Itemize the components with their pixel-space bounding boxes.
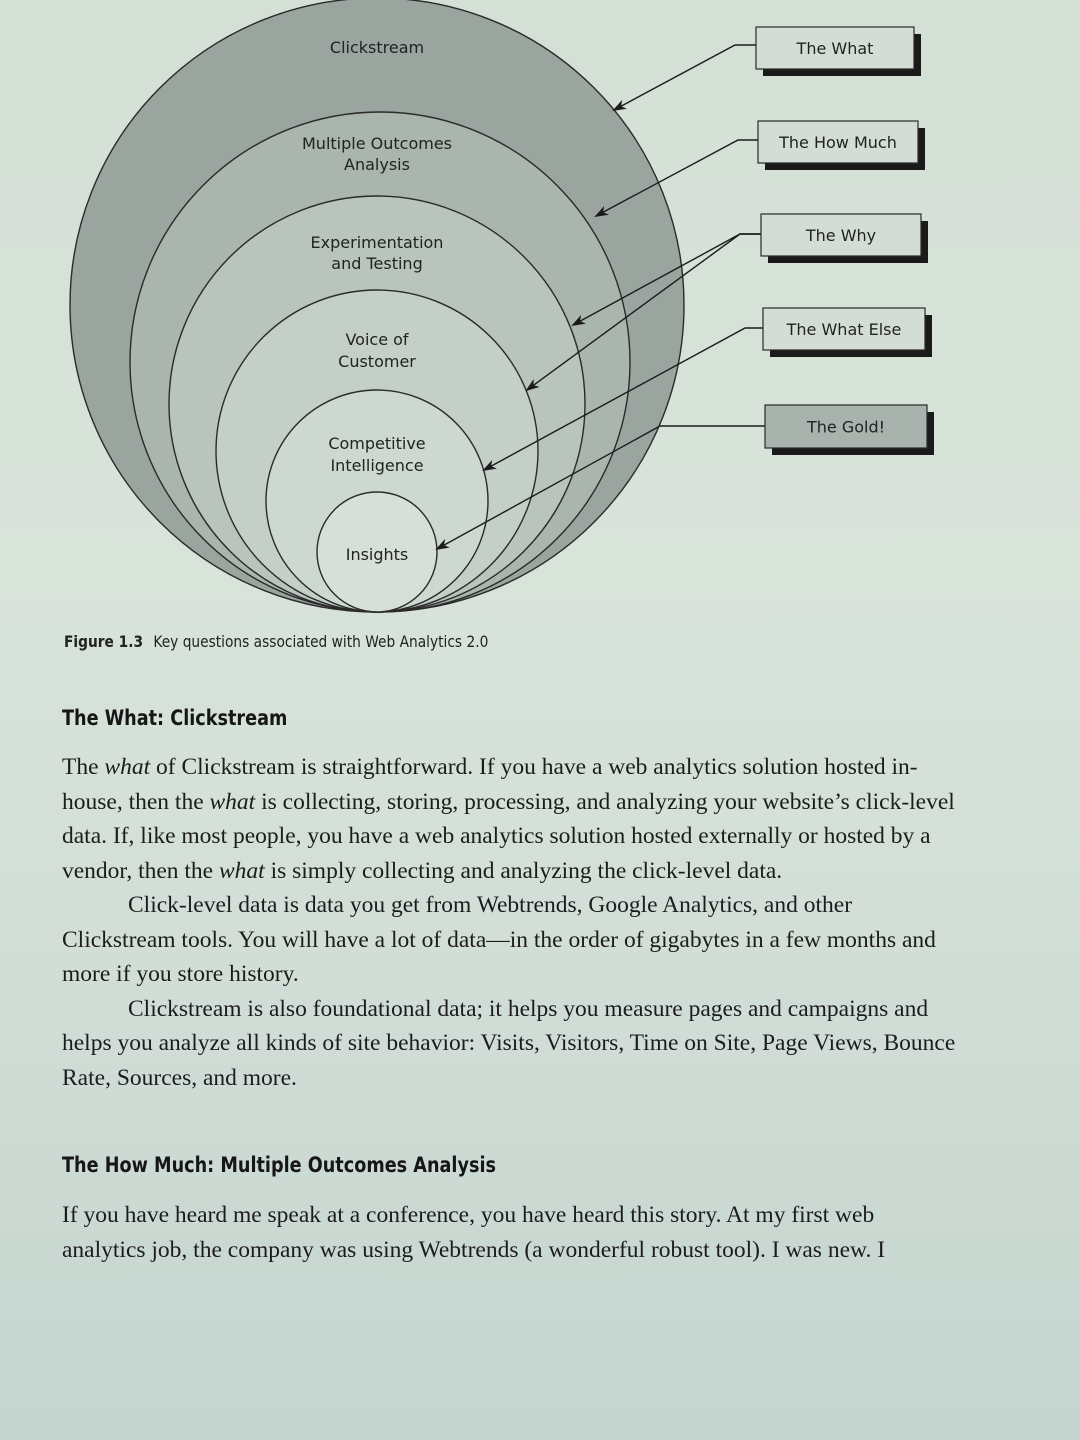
callout-box (756, 27, 921, 76)
ring-label: Experimentation (310, 233, 444, 252)
paragraph: If you have heard me speak at a conference, you have heard this story. At my first web analytics job, the company was using Webtrends (a wonderful robust tool). I was new. I (62, 1202, 886, 1263)
section-body-how-much (62, 1198, 962, 1267)
ring-label: Voice of (345, 330, 409, 349)
callout-box (761, 214, 928, 263)
ring-label: Intelligence (330, 456, 424, 475)
callout-box (763, 308, 932, 357)
web-analytics-diagram (0, 0, 1080, 620)
figure-number: Figure 1.3 (64, 632, 144, 651)
figure-caption (64, 632, 488, 651)
paragraph: Clickstream is also foundational data; it helps you measure pages and campaigns and helps you analyze all kinds of site behavior: Visits, Visitors, Time on Site, Page Views, Bounce Rate, Sources, and more. (62, 995, 956, 1091)
ring-label: Analysis (344, 155, 410, 174)
ring-label: Insights (345, 545, 409, 564)
callout-label: The Gold! (806, 417, 886, 437)
callout-label: The Why (805, 226, 877, 245)
leader-arrow (614, 45, 756, 110)
section-heading-clickstream: The What: Clickstream (62, 706, 288, 730)
callout-box (758, 121, 925, 170)
ring-label: Multiple Outcomes (302, 134, 452, 153)
figure-caption-text: Key questions associated with Web Analytics 2.0 (153, 632, 489, 651)
ring-label: and Testing (331, 254, 423, 273)
callout-label: The How Much (779, 133, 897, 152)
paragraph: The what of Clickstream is straightforward. If you have a web analytics solution hosted in-house, then the what is collecting, storing, processing, and analyzing your website’s click-level data. If, like most people, you have a web analytics solution hosted externally or hosted by a vendor, then the what is simply collecting and analyzing the click-level data. (62, 754, 955, 884)
paragraph: Click-level data is data you get from Webtrends, Google Analytics, and other Clickstream tools. You will have a lot of data—in the order of gigabytes in a few months and more if you store history. (62, 892, 936, 987)
ring-label: Clickstream (329, 38, 425, 57)
callout-box (765, 405, 934, 455)
section-body-clickstream (62, 750, 962, 1095)
ring-label: Competitive (328, 434, 426, 453)
callout-label: The What Else (786, 320, 902, 339)
callout-label: The What (796, 39, 874, 58)
ring-label: Customer (338, 352, 416, 371)
section-heading-how-much: The How Much: Multiple Outcomes Analysis (62, 1153, 497, 1177)
